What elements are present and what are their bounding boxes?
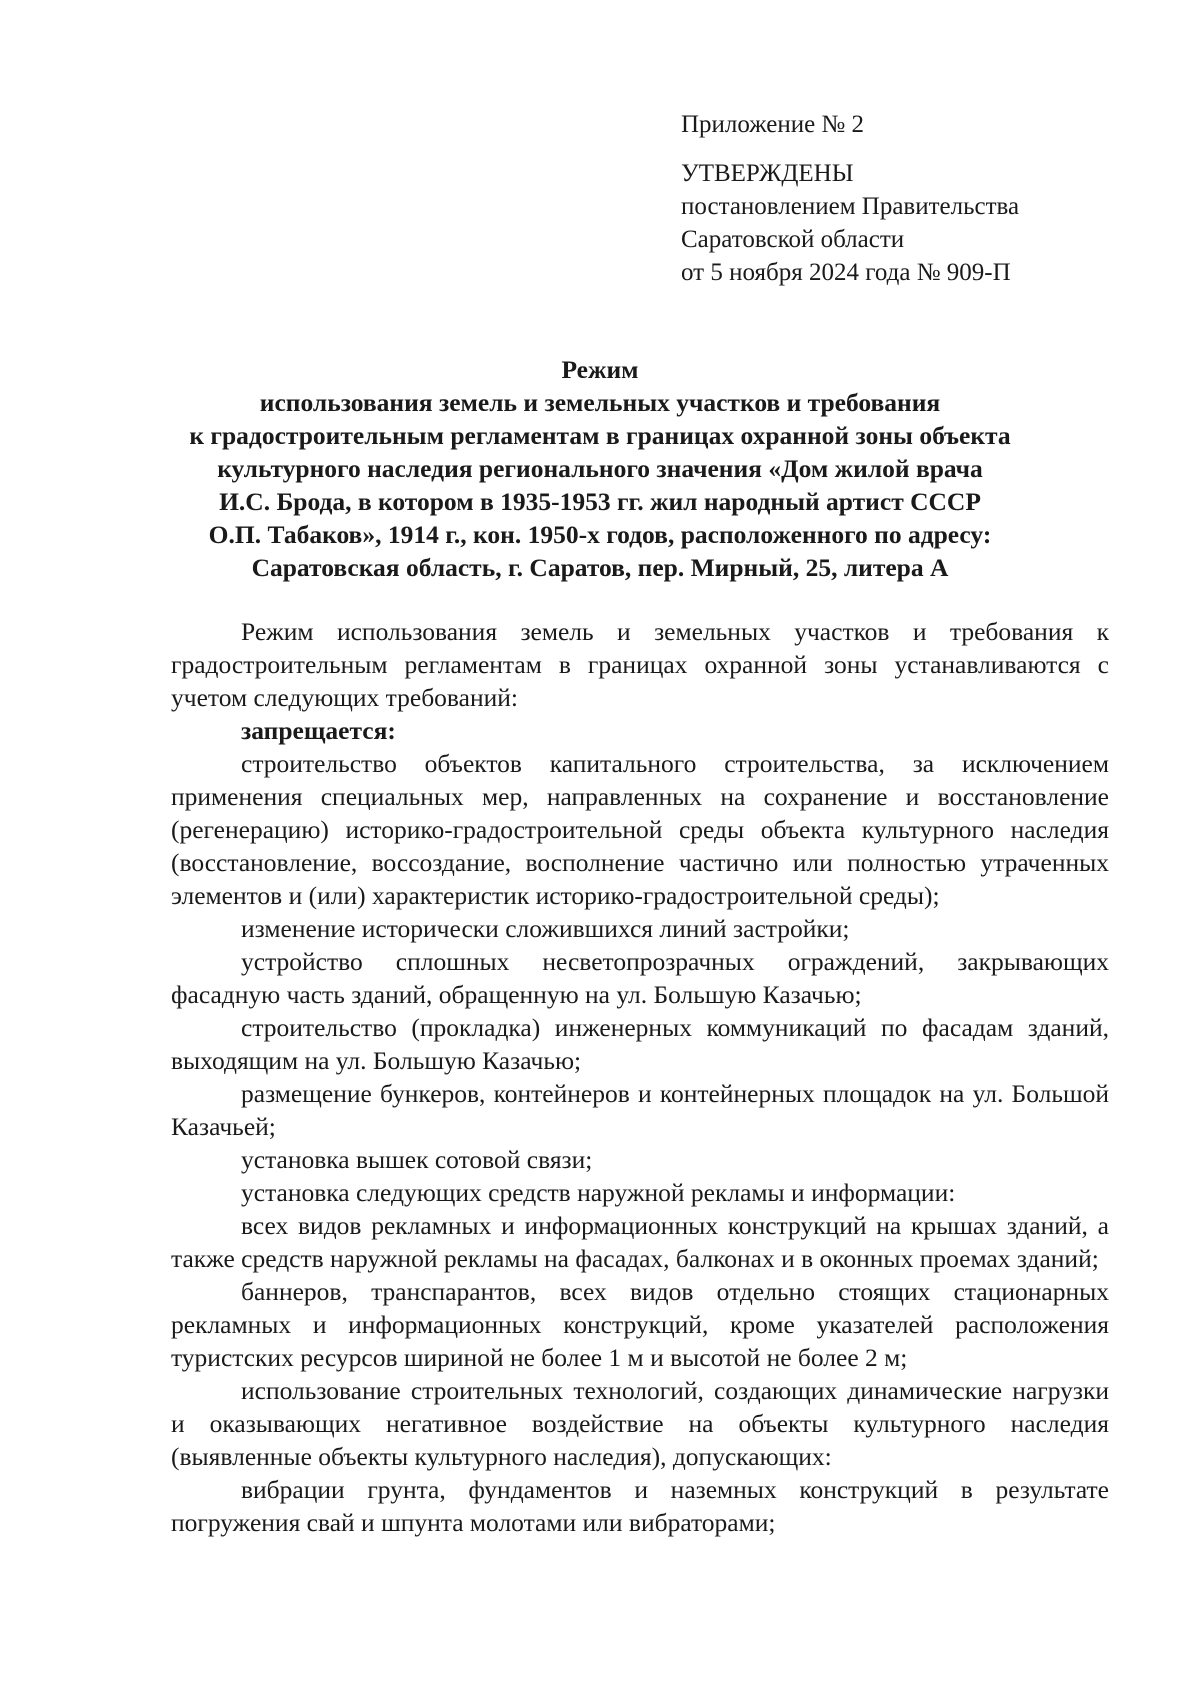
- title-line: Режим: [561, 355, 639, 384]
- list-item: установка вышек сотовой связи;: [241, 1145, 593, 1174]
- approval-line: Саратовской области: [681, 226, 905, 253]
- approval-block: [681, 108, 1161, 289]
- list-item: баннеров, транспарантов, всех видов отдельно стоящих стационарных рекламных и информационных конструкций, кроме указателей расположения туристских ресурсов шириной не более 1 м и высотой не более 2 м;: [171, 1277, 1109, 1372]
- title-line: к градостроительным регламентам в границах охранной зоны объекта: [189, 421, 1011, 450]
- title-line: использования земель и земельных участков и требования: [259, 388, 941, 417]
- approved-label: УТВЕРЖДЕНЫ: [681, 160, 854, 187]
- list-item: установка следующих средств наружной рекламы и информации:: [241, 1178, 956, 1207]
- list-item: вибрации грунта, фундаментов и наземных конструкций в результате погружения свай и шпунта молотами или вибраторами;: [171, 1475, 1109, 1537]
- document-body: [171, 615, 1109, 1539]
- intro-paragraph: Режим использования земель и земельных участков и требования к градостроительным регламентам в границах охранной зоны устанавливаются с учетом следующих требований:: [171, 617, 1109, 712]
- list-item: всех видов рекламных и информационных конструкций на крышах зданий, а также средств наружной рекламы на фасадах, балконах и в оконных проемах зданий;: [171, 1211, 1109, 1273]
- list-item: использование строительных технологий, создающих динамические нагрузки и оказывающих негативное воздействие на объекты культурного наследия (выявленные объекты культурного наследия), допускающих:: [171, 1376, 1109, 1471]
- list-item: изменение исторически сложившихся линий застройки;: [241, 914, 850, 943]
- prohibited-heading: запрещается:: [241, 716, 396, 745]
- title-line: И.С. Брода, в котором в 1935-1953 гг. жил народный артист СССР: [219, 487, 981, 516]
- list-item: строительство объектов капитального строительства, за исключением применения специальных мер, направленных на сохранение и восстановление (регенерацию) историко-градостроительной среды объекта культурного наследия (восстановление, воссоздание, восполнение частично или полностью утраченных элементов и (или) характеристик историко-градостроительной среды);: [171, 749, 1109, 910]
- list-item: строительство (прокладка) инженерных коммуникаций по фасадам зданий, выходящим на ул. Большую Казачью;: [171, 1013, 1109, 1075]
- annex-number: Приложение № 2: [681, 111, 865, 138]
- title-line: культурного наследия регионального значения «Дом жилой врача: [217, 454, 983, 483]
- approval-line: постановлением Правительства: [681, 193, 1020, 220]
- document-title: [150, 353, 1050, 584]
- title-line: Саратовская область, г. Саратов, пер. Мирный, 25, литера А: [251, 553, 949, 582]
- approval-date-line: от 5 ноября 2024 года № 909-П: [681, 259, 1011, 286]
- list-item: устройство сплошных несветопрозрачных ограждений, закрывающих фасадную часть зданий, обращенную на ул. Большую Казачью;: [171, 947, 1109, 1009]
- title-line: О.П. Табаков», 1914 г., кон. 1950-х годов, расположенного по адресу:: [208, 520, 992, 549]
- list-item: размещение бункеров, контейнеров и контейнерных площадок на ул. Большой Казачьей;: [171, 1079, 1109, 1141]
